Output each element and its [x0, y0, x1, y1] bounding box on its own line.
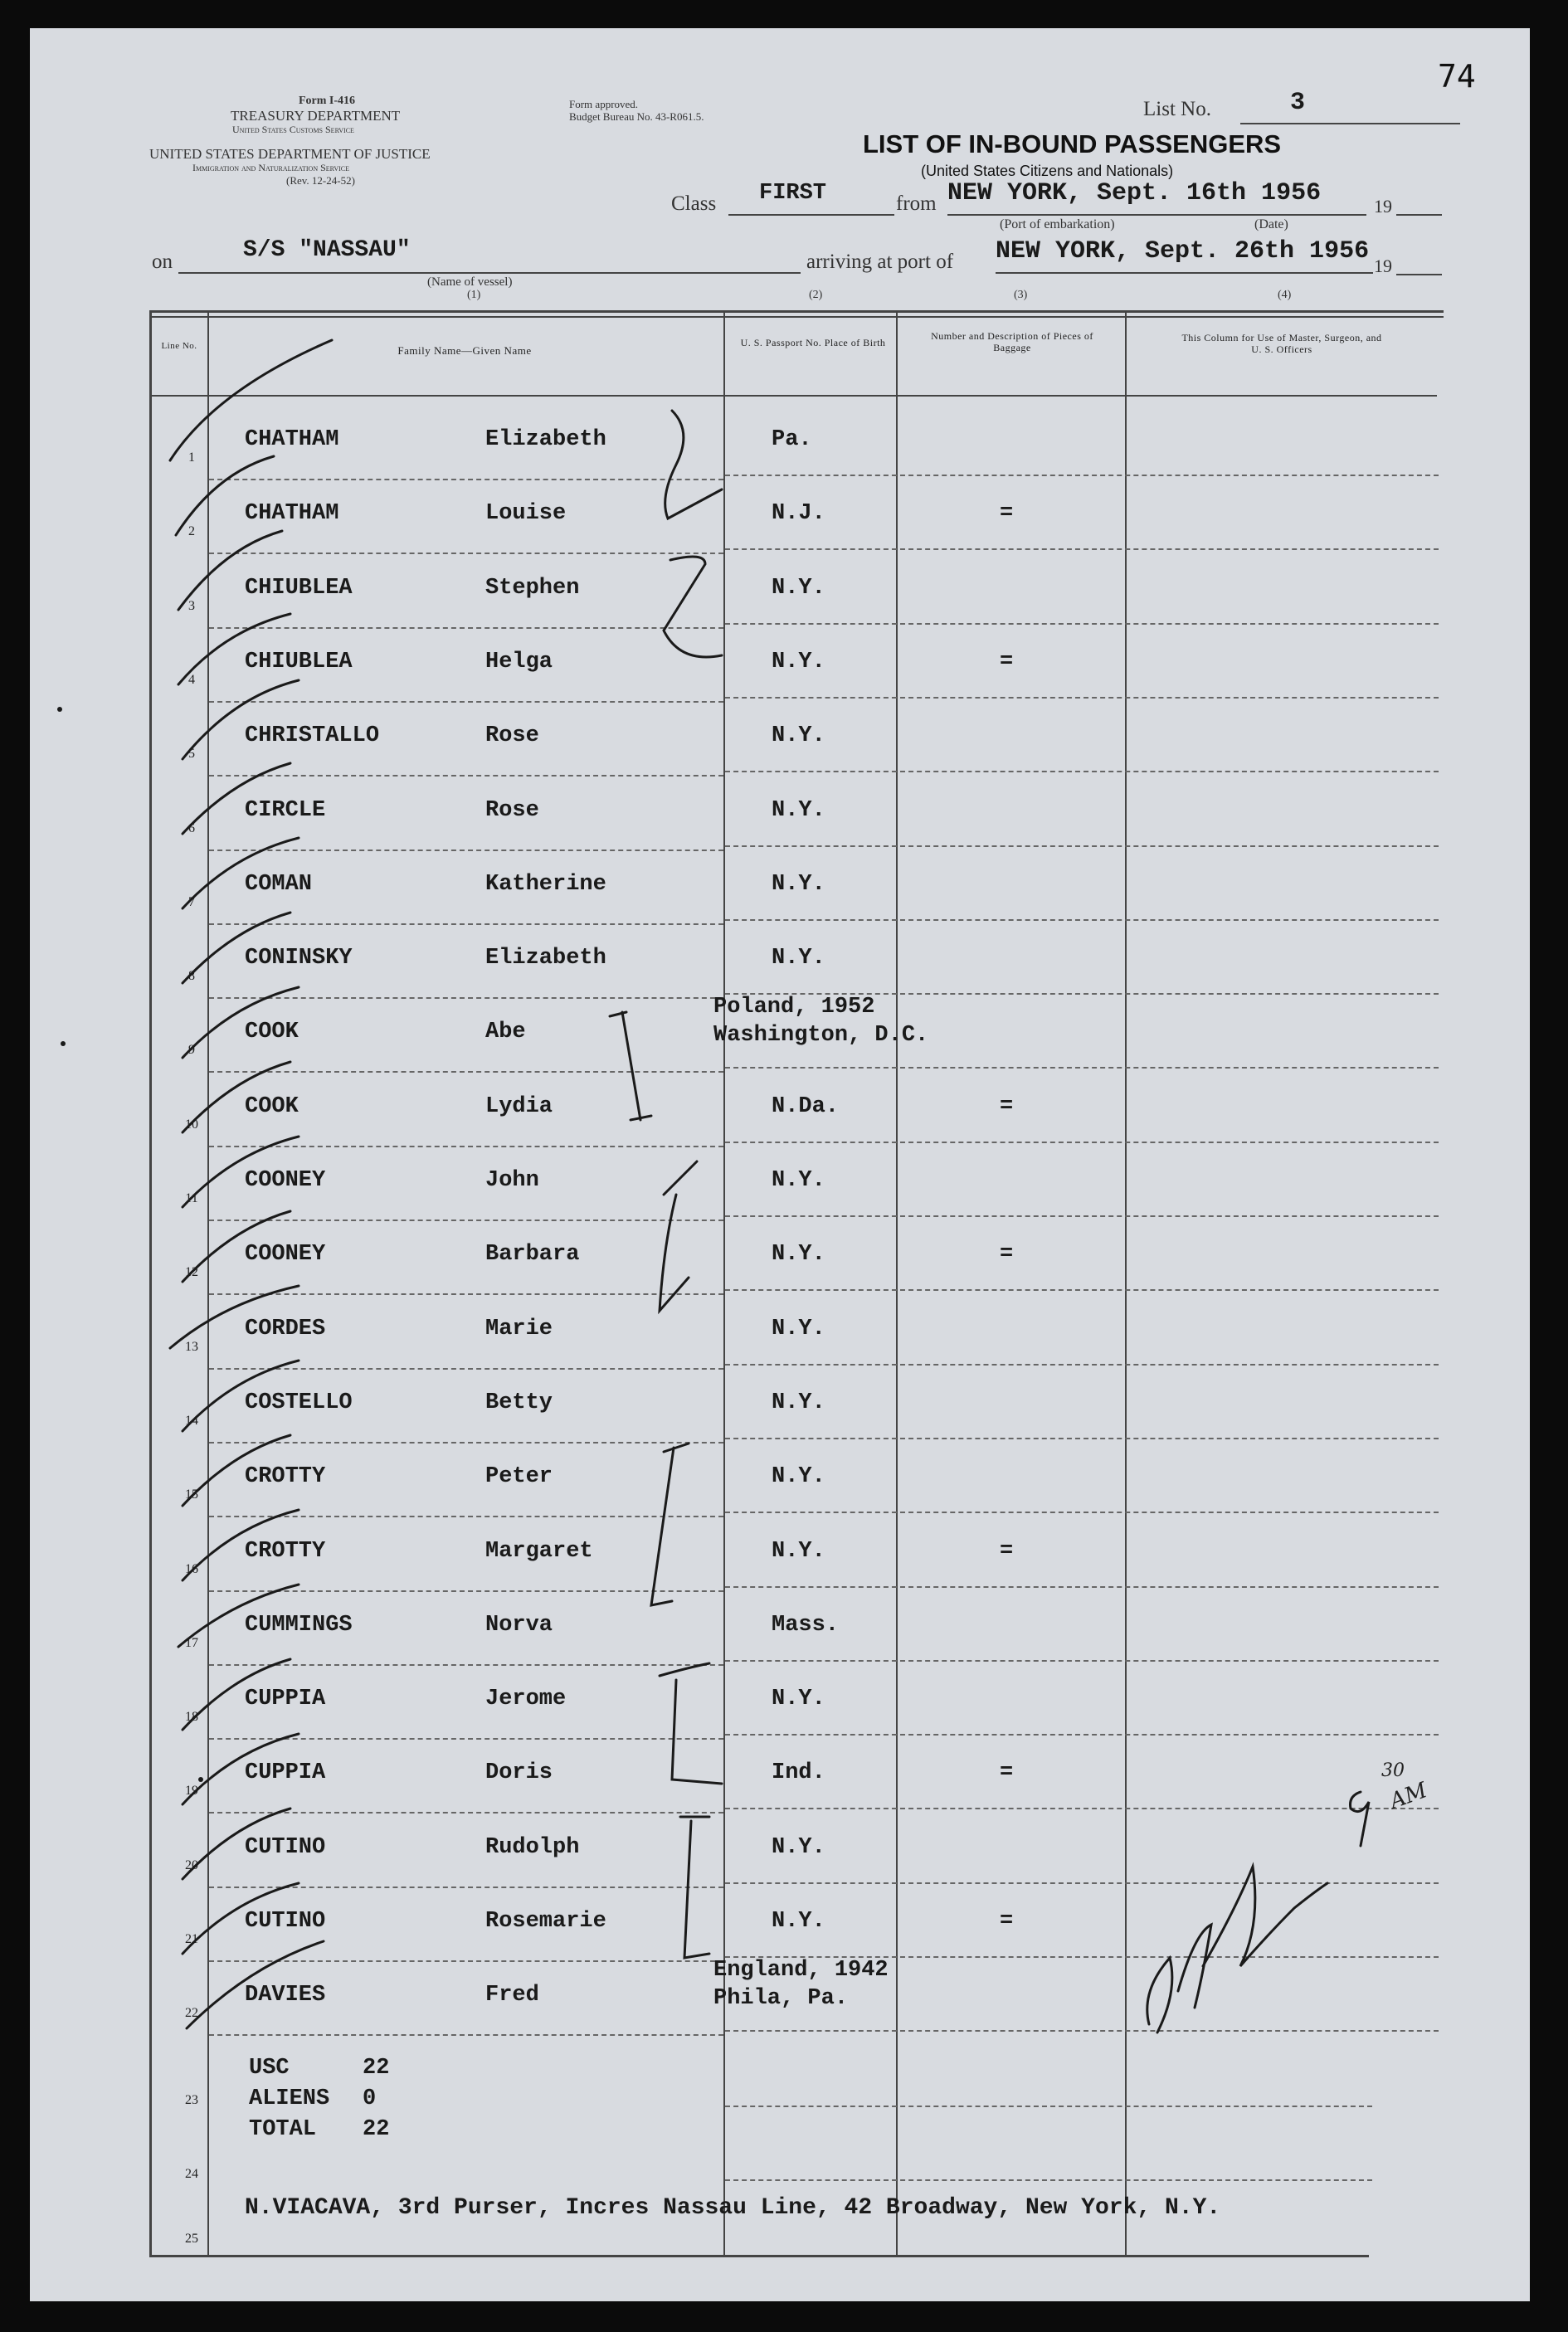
row-separator [209, 1738, 723, 1740]
col3-num: (3) [1014, 289, 1028, 301]
given-name: Katherine [485, 872, 606, 897]
given-name: Peter [485, 1464, 553, 1489]
family-name: CHATHAM [245, 427, 339, 452]
line-number: 6 [188, 821, 195, 835]
on-label: on [152, 251, 173, 273]
embarkation-value: NEW YORK, Sept. 16th 1956 [947, 179, 1322, 207]
vessel-name: S/S "NASSAU" [243, 237, 411, 263]
list-no-value: 3 [1290, 89, 1306, 117]
given-name: Jerome [485, 1687, 567, 1711]
table-bottom-rule [149, 2255, 1369, 2257]
baggage-count: = [1000, 1242, 1014, 1267]
row-separator [209, 1293, 723, 1295]
col4-num: (4) [1278, 289, 1292, 301]
row-separator [209, 627, 723, 629]
row-separator [725, 1438, 1439, 1439]
given-name: Rudolph [485, 1835, 580, 1860]
row-separator [725, 2106, 1372, 2107]
family-name: DAVIES [245, 1983, 326, 2008]
baggage-count: = [1000, 1094, 1014, 1119]
handwritten-time-ampm: AM [1386, 1778, 1431, 1814]
given-name: Rosemarie [485, 1909, 606, 1934]
row-separator [209, 1442, 723, 1444]
row-separator [209, 1664, 723, 1666]
line-number: 4 [188, 673, 195, 687]
family-name: COONEY [245, 1168, 326, 1193]
line-number: 25 [185, 2232, 198, 2246]
place-of-birth: N.Y. [772, 1242, 825, 1267]
table-top-rule-2 [149, 316, 1444, 318]
row-separator [209, 1887, 723, 1888]
row-separator [209, 1071, 723, 1073]
row-separator [725, 919, 1439, 921]
line-number: 8 [188, 969, 195, 983]
row-separator [209, 701, 723, 703]
line-number: 14 [185, 1414, 198, 1428]
family-name: COMAN [245, 872, 313, 897]
row-separator [209, 997, 723, 999]
budget-bureau: Budget Bureau No. 43-R061.5. [569, 110, 704, 123]
given-name: Elizabeth [485, 946, 606, 971]
row-separator [725, 1215, 1439, 1217]
line-number: 20 [185, 1858, 198, 1872]
revision-date: (Rev. 12-24-52) [286, 174, 355, 187]
family-name: CROTTY [245, 1464, 326, 1489]
family-name: CORDES [245, 1317, 326, 1341]
line-number: 13 [185, 1340, 198, 1354]
row-separator [725, 845, 1439, 847]
ins-service: Immigration and Naturalization Service [192, 162, 350, 173]
row-separator [209, 2034, 723, 2036]
table-header-bottom [149, 395, 1437, 397]
row-separator [725, 1364, 1439, 1366]
from-label: from [896, 192, 937, 215]
line-number: 5 [188, 747, 195, 761]
line-number: 9 [188, 1043, 195, 1057]
line-number: 2 [188, 524, 195, 538]
col-header-baggage: Number and Description of Pieces of Baggage [931, 330, 1093, 353]
family-name: CHIUBLEA [245, 576, 353, 601]
family-name: CUMMINGS [245, 1613, 353, 1638]
form-id: Form I-416 [299, 95, 356, 107]
row-separator [209, 850, 723, 851]
row-separator [725, 1734, 1439, 1736]
line-number: 11 [185, 1191, 198, 1205]
given-name: Stephen [485, 576, 580, 601]
family-name: CUTINO [245, 1835, 326, 1860]
purser-signature-line: N.VIACAVA, 3rd Purser, Incres Nassau Line, 42 Broadway, New York, N.Y. [245, 2195, 1221, 2221]
total-label: USC [249, 2056, 290, 2081]
port-embarkation-caption: (Port of embarkation) [1000, 217, 1115, 231]
row-separator [209, 1812, 723, 1814]
family-name: COSTELLO [245, 1390, 353, 1415]
place-of-residence: Washington, D.C. [713, 1023, 929, 1048]
place-of-birth: N.Y. [772, 1390, 825, 1415]
row-separator [725, 1067, 1439, 1069]
line-number: 3 [188, 599, 195, 613]
row-separator [725, 1142, 1439, 1143]
col-header-passport: U. S. Passport No. Place of Birth [740, 337, 886, 348]
given-name: Betty [485, 1390, 553, 1415]
vessel-underline [178, 272, 801, 274]
place-of-birth: N.Y. [772, 946, 825, 971]
page-subtitle: (United States Citizens and Nationals) [921, 163, 1174, 179]
row-separator [725, 2030, 1439, 2032]
family-name: COONEY [245, 1242, 326, 1267]
place-of-birth: Pa. [772, 427, 812, 452]
place-of-birth: N.Y. [772, 1687, 825, 1711]
from-underline [947, 214, 1366, 216]
col-header-officers: This Column for Use of Master, Surgeon, and U. S. Officers [1181, 332, 1382, 355]
place-of-birth: N.Y. [772, 1909, 825, 1934]
given-name: Rose [485, 798, 539, 823]
place-of-birth: England, 1942 [713, 1958, 889, 1983]
year-underline-1 [1396, 214, 1442, 216]
row-separator [725, 1289, 1439, 1291]
handwritten-time-minutes: 30 [1381, 1760, 1405, 1781]
baggage-count: = [1000, 1539, 1014, 1564]
class-value: FIRST [759, 181, 827, 206]
row-separator [209, 1220, 723, 1221]
row-separator [725, 475, 1439, 476]
arrival-value: NEW YORK, Sept. 26th 1956 [996, 237, 1370, 265]
baggage-count: = [1000, 501, 1014, 526]
class-underline [728, 214, 894, 216]
given-name: Louise [485, 501, 567, 526]
given-name: Marie [485, 1317, 553, 1341]
table-top-rule [149, 310, 1444, 313]
arriving-underline [996, 272, 1373, 274]
row-separator [209, 923, 723, 925]
given-name: Margaret [485, 1539, 593, 1564]
row-separator [725, 1586, 1439, 1588]
line-number: 19 [185, 1784, 198, 1798]
list-no-label: List No. [1143, 98, 1211, 120]
place-of-birth: N.Y. [772, 1539, 825, 1564]
line-number: 17 [185, 1636, 198, 1650]
page-title: LIST OF IN-BOUND PASSENGERS [863, 129, 1282, 158]
given-name: John [485, 1168, 539, 1193]
row-separator [725, 1512, 1439, 1513]
baggage-count: = [1000, 1760, 1014, 1785]
row-separator [209, 1960, 723, 1962]
line-number: 15 [185, 1487, 198, 1502]
line-number: 10 [185, 1117, 198, 1132]
row-separator [725, 623, 1439, 625]
page-number: 74 [1438, 58, 1476, 95]
family-name: CHRISTALLO [245, 723, 380, 748]
line-number: 23 [185, 2093, 198, 2107]
line-number: 7 [188, 895, 195, 909]
total-label: TOTAL [249, 2117, 317, 2142]
given-name: Barbara [485, 1242, 580, 1267]
row-separator [725, 1882, 1439, 1884]
line-number: 21 [185, 1932, 198, 1946]
line-number: 18 [185, 1710, 198, 1724]
family-name: CHIUBLEA [245, 650, 353, 674]
given-name: Abe [485, 1020, 526, 1044]
place-of-birth: N.Y. [772, 1464, 825, 1489]
row-separator [209, 1368, 723, 1370]
form-approved: Form approved. [569, 98, 639, 110]
row-separator [725, 1808, 1439, 1809]
place-of-birth: N.Y. [772, 1835, 825, 1860]
row-separator [209, 479, 723, 480]
family-name: CUPPIA [245, 1687, 326, 1711]
row-separator [725, 697, 1439, 699]
baggage-count: = [1000, 1909, 1014, 1934]
col-header-name: Family Name—Given Name [397, 344, 532, 357]
year-suffix-1: 19 [1374, 196, 1392, 217]
row-separator [725, 2179, 1372, 2181]
row-separator [725, 548, 1439, 550]
line-number: 22 [185, 2006, 198, 2020]
arriving-label: arriving at port of [806, 251, 954, 273]
total-label: ALIENS [249, 2086, 330, 2111]
total-value: 22 [363, 2056, 390, 2081]
family-name: CROTTY [245, 1539, 326, 1564]
given-name: Elizabeth [485, 427, 606, 452]
family-name: CUTINO [245, 1909, 326, 1934]
row-separator [209, 1516, 723, 1517]
place-of-birth: N.Y. [772, 723, 825, 748]
place-of-birth: Poland, 1952 [713, 995, 875, 1020]
place-of-birth: N.Y. [772, 872, 825, 897]
family-name: CHATHAM [245, 501, 339, 526]
given-name: Doris [485, 1760, 553, 1785]
baggage-count: = [1000, 650, 1014, 674]
customs-service: United States Customs Service [232, 124, 354, 135]
place-of-birth: N.Da. [772, 1094, 840, 1119]
list-no-underline [1240, 123, 1460, 124]
line-number: 16 [185, 1562, 198, 1576]
row-separator [725, 771, 1439, 772]
line-number: 12 [185, 1265, 198, 1279]
place-of-residence: Phila, Pa. [713, 1986, 849, 2011]
place-of-birth: N.Y. [772, 1168, 825, 1193]
year-underline-2 [1396, 274, 1442, 275]
place-of-birth: N.Y. [772, 576, 825, 601]
col-header-line-no: Line No. [161, 341, 197, 351]
total-value: 22 [363, 2117, 390, 2142]
given-name: Helga [485, 650, 553, 674]
given-name: Fred [485, 1983, 539, 2008]
place-of-birth: N.Y. [772, 798, 825, 823]
place-of-birth: N.Y. [772, 650, 825, 674]
justice-department: UNITED STATES DEPARTMENT OF JUSTICE [149, 146, 431, 162]
place-of-birth: N.J. [772, 501, 825, 526]
treasury-department: TREASURY DEPARTMENT [231, 108, 401, 124]
family-name: COOK [245, 1094, 299, 1119]
date-caption: (Date) [1254, 217, 1288, 231]
family-name: CONINSKY [245, 946, 353, 971]
row-separator [209, 775, 723, 777]
row-separator [209, 553, 723, 554]
given-name: Lydia [485, 1094, 553, 1119]
class-label: Class [671, 192, 717, 215]
given-name: Norva [485, 1613, 553, 1638]
year-suffix-2: 19 [1374, 256, 1392, 276]
place-of-birth: Mass. [772, 1613, 840, 1638]
total-value: 0 [363, 2086, 377, 2111]
place-of-birth: Ind. [772, 1760, 825, 1785]
row-separator [209, 1146, 723, 1147]
family-name: COOK [245, 1020, 299, 1044]
vessel-caption: (Name of vessel) [427, 275, 513, 289]
family-name: CUPPIA [245, 1760, 326, 1785]
line-number: 24 [185, 2167, 198, 2181]
row-separator [725, 1660, 1439, 1662]
given-name: Rose [485, 723, 539, 748]
row-separator [209, 1590, 723, 1592]
arriving-col-num: (2) [809, 289, 823, 301]
family-name: CIRCLE [245, 798, 326, 823]
place-of-birth: N.Y. [772, 1317, 825, 1341]
line-number: 1 [188, 450, 195, 465]
vessel-col-num: (1) [467, 289, 481, 301]
